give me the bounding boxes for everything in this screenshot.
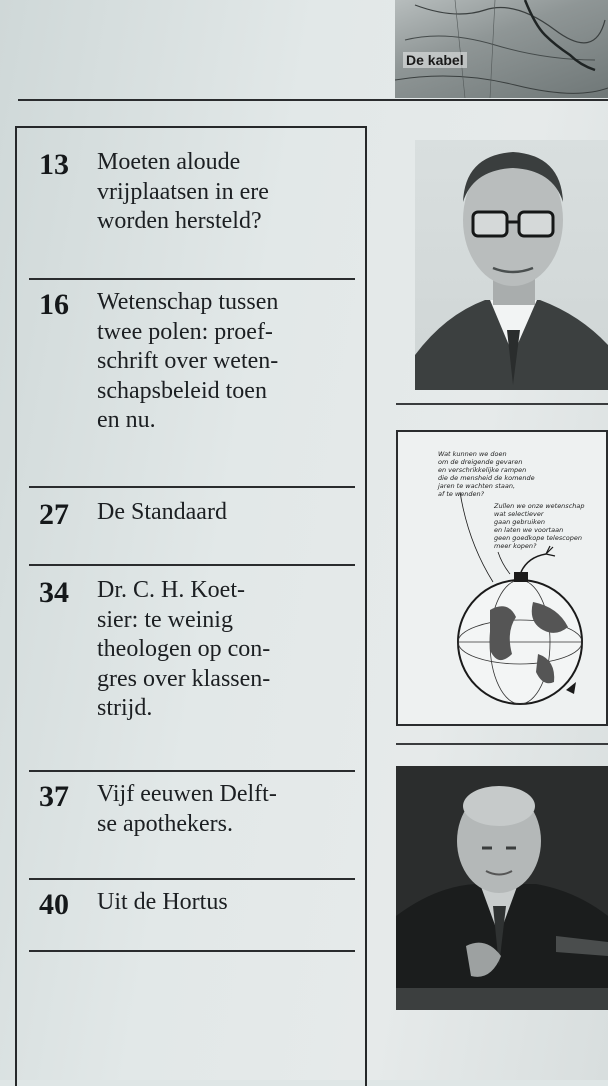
title-line: twee polen: proef- (97, 318, 273, 345)
title-line: worden hersteld? (97, 208, 262, 234)
right-rule (396, 743, 608, 745)
entry-title (97, 498, 365, 528)
title-line: Uit de Hortus (97, 889, 228, 915)
cartoon-caption-1 (438, 450, 535, 498)
title-line: schrift over weten- (97, 348, 279, 374)
separator (29, 564, 355, 566)
top-rule (18, 99, 608, 101)
title-line: Vijf eeuwen Delft- (97, 781, 277, 807)
entry-title (97, 888, 365, 918)
title-line: vrijplaatsen in ere (97, 178, 269, 205)
title-line: gres over klassen- (97, 665, 271, 692)
title-line: De Standaard (97, 499, 227, 525)
page-number: 16 (39, 288, 69, 321)
page-number: 13 (39, 148, 69, 181)
separator (29, 770, 355, 772)
cartoon-illustration (396, 430, 608, 726)
title-line: se apothekers. (97, 810, 233, 837)
map-lines (395, 0, 608, 98)
title-line: sier: te weinig (97, 606, 233, 633)
entry-title (97, 576, 365, 724)
title-line: Dr. C. H. Koet- (97, 577, 245, 603)
caption-line: meer kopen? (494, 542, 537, 550)
entry-title (97, 288, 365, 436)
table-of-contents (15, 126, 367, 1086)
separator (29, 486, 355, 488)
separator (29, 950, 355, 952)
title-line: theologen op con- (97, 636, 271, 662)
portrait-photo-man-speaking (396, 766, 608, 1010)
title-line: Moeten aloude (97, 149, 241, 175)
caption-line: Wat kunnen we doen (438, 450, 507, 458)
caption-line: en verschrikkelijke rampen (438, 466, 527, 474)
title-line: Wetenschap tussen (97, 289, 279, 315)
right-rule (396, 403, 608, 405)
separator (29, 278, 355, 280)
map-label: De kabel (403, 52, 467, 68)
caption-line: die de mensheid de komende (438, 474, 535, 482)
caption-line: geen goedkope telescopen (494, 534, 583, 542)
separator (29, 878, 355, 880)
page-number: 27 (39, 498, 69, 531)
page-number: 34 (39, 576, 69, 609)
caption-line: en laten we voortaan (494, 526, 564, 534)
entry-title (97, 780, 365, 839)
entry-title (97, 148, 365, 237)
title-line: en nu. (97, 407, 156, 433)
caption-line: af te wenden? (438, 490, 485, 498)
caption-line: Zullen we onze wetenschap (494, 502, 585, 510)
portrait-photo-man-glasses (415, 140, 608, 390)
portrait-drawing (415, 140, 608, 390)
caption-line: gaan gebruiken (494, 518, 546, 526)
cartoon-caption-2 (494, 502, 585, 550)
title-line: schapsbeleid toen (97, 377, 267, 404)
map-photo (395, 0, 608, 98)
caption-line: jaren te wachten staan, (438, 482, 516, 490)
caption-line: om de dreigende gevaren (438, 458, 523, 466)
caption-line: wat selectiever (494, 510, 544, 518)
title-line: strijd. (97, 695, 153, 721)
page-number: 40 (39, 888, 69, 921)
page-number: 37 (39, 780, 69, 813)
portrait-drawing (396, 766, 608, 1010)
